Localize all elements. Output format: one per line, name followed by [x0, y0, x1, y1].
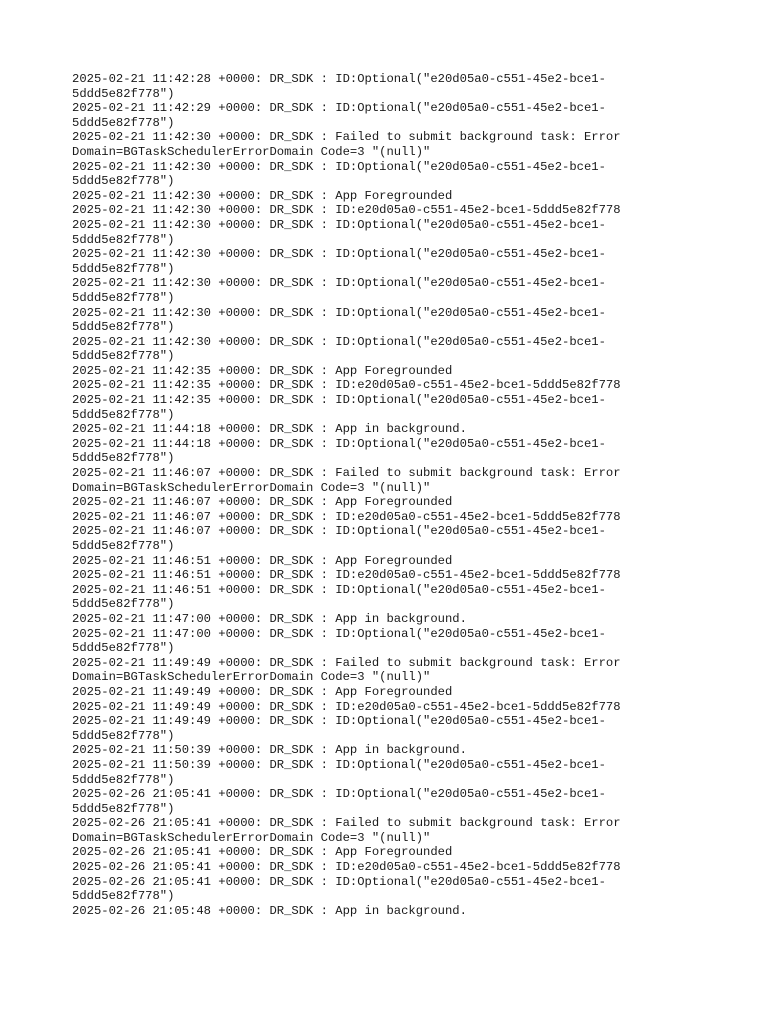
log-line: 2025-02-21 11:42:28 +0000: DR_SDK : ID:Optional("e20d05a0-c551-45e2-bce1- — [72, 72, 606, 86]
log-line: 2025-02-21 11:46:51 +0000: DR_SDK : ID:e20d05a0-c551-45e2-bce1-5ddd5e82f778 — [72, 568, 621, 583]
log-line: 2025-02-21 11:42:35 +0000: DR_SDK : ID:e20d05a0-c551-45e2-bce1-5ddd5e82f778 — [72, 378, 621, 393]
log-line: 2025-02-26 21:05:41 +0000: DR_SDK : ID:e20d05a0-c551-45e2-bce1-5ddd5e82f778 — [72, 860, 621, 875]
log-line: 2025-02-21 11:42:30 +0000: DR_SDK : ID:e20d05a0-c551-45e2-bce1-5ddd5e82f778 — [72, 203, 621, 218]
log-line: 2025-02-26 21:05:41 +0000: DR_SDK : App Foregrounded — [72, 845, 453, 860]
log-line: 5ddd5e82f778") — [72, 772, 175, 787]
log-line: Domain=BGTaskSchedulerErrorDomain Code=3 "(null)" — [72, 670, 431, 685]
log-line: 2025-02-21 11:46:07 +0000: DR_SDK : ID:e20d05a0-c551-45e2-bce1-5ddd5e82f778 — [72, 509, 621, 524]
log-line: 2025-02-21 11:49:49 +0000: DR_SDK : Failed to submit background task: Error — [72, 655, 621, 670]
log-line: 5ddd5e82f778") — [72, 115, 175, 130]
log-line: 5ddd5e82f778") — [72, 290, 175, 305]
log-line: 2025-02-21 11:46:07 +0000: DR_SDK : Failed to submit background task: Error — [72, 466, 621, 481]
log-line: 2025-02-21 11:46:07 +0000: DR_SDK : ID:Optional("e20d05a0-c551-45e2-bce1- — [72, 524, 606, 539]
log-line: 2025-02-21 11:42:30 +0000: DR_SDK : ID:Optional("e20d05a0-c551-45e2-bce1- — [72, 247, 606, 262]
log-line: 5ddd5e82f778") — [72, 728, 175, 743]
log-document — [72, 72, 672, 918]
log-line: 2025-02-21 11:49:49 +0000: DR_SDK : ID:e20d05a0-c551-45e2-bce1-5ddd5e82f778 — [72, 699, 621, 714]
log-line: 5ddd5e82f778") — [72, 232, 175, 247]
log-line: 5ddd5e82f778") — [72, 451, 175, 466]
log-line: 5ddd5e82f778") — [72, 174, 175, 189]
log-line: 2025-02-21 11:42:30 +0000: DR_SDK : ID:Optional("e20d05a0-c551-45e2-bce1- — [72, 159, 606, 174]
log-line: 2025-02-21 11:49:49 +0000: DR_SDK : ID:Optional("e20d05a0-c551-45e2-bce1- — [72, 714, 606, 729]
log-line: 5ddd5e82f778") — [72, 597, 175, 612]
log-line: 2025-02-21 11:42:29 +0000: DR_SDK : ID:Optional("e20d05a0-c551-45e2-bce1- — [72, 101, 606, 116]
log-line: 2025-02-21 11:42:30 +0000: DR_SDK : ID:Optional("e20d05a0-c551-45e2-bce1- — [72, 217, 606, 232]
log-line: 5ddd5e82f778") — [72, 349, 175, 364]
log-line: 2025-02-26 21:05:41 +0000: DR_SDK : ID:Optional("e20d05a0-c551-45e2-bce1- — [72, 874, 606, 889]
log-line: 2025-02-26 21:05:41 +0000: DR_SDK : ID:Optional("e20d05a0-c551-45e2-bce1- — [72, 787, 606, 802]
log-line: 2025-02-21 11:47:00 +0000: DR_SDK : ID:Optional("e20d05a0-c551-45e2-bce1- — [72, 626, 606, 641]
log-line: 2025-02-21 11:46:51 +0000: DR_SDK : ID:Optional("e20d05a0-c551-45e2-bce1- — [72, 582, 606, 597]
log-line: 5ddd5e82f778") — [72, 407, 175, 422]
log-line: 2025-02-21 11:47:00 +0000: DR_SDK : App in background. — [72, 611, 467, 626]
log-line: 2025-02-26 21:05:41 +0000: DR_SDK : Failed to submit background task: Error — [72, 816, 621, 831]
log-line: 5ddd5e82f778") — [72, 539, 175, 553]
log-line: Domain=BGTaskSchedulerErrorDomain Code=3 "(null)" — [72, 480, 431, 495]
log-line: 2025-02-21 11:42:35 +0000: DR_SDK : ID:Optional("e20d05a0-c551-45e2-bce1- — [72, 393, 606, 408]
log-line: 2025-02-21 11:42:35 +0000: DR_SDK : App Foregrounded — [72, 363, 453, 378]
log-line: Domain=BGTaskSchedulerErrorDomain Code=3 "(null)" — [72, 830, 431, 845]
log-line: 2025-02-21 11:50:39 +0000: DR_SDK : App in background. — [72, 743, 467, 758]
log-line: 5ddd5e82f778") — [72, 889, 175, 904]
log-line: Domain=BGTaskSchedulerErrorDomain Code=3 "(null)" — [72, 144, 431, 159]
log-line: 2025-02-21 11:46:51 +0000: DR_SDK : App Foregrounded — [72, 553, 453, 568]
log-line: 2025-02-21 11:42:30 +0000: DR_SDK : App Foregrounded — [72, 188, 453, 203]
log-line: 5ddd5e82f778") — [72, 320, 175, 335]
log-line: 5ddd5e82f778") — [72, 801, 175, 816]
log-line: 2025-02-21 11:42:30 +0000: DR_SDK : ID:Optional("e20d05a0-c551-45e2-bce1- — [72, 276, 606, 291]
log-line: 2025-02-21 11:42:30 +0000: DR_SDK : ID:Optional("e20d05a0-c551-45e2-bce1- — [72, 334, 606, 349]
log-line: 5ddd5e82f778") — [72, 641, 175, 656]
log-line: 2025-02-21 11:44:18 +0000: DR_SDK : ID:Optional("e20d05a0-c551-45e2-bce1- — [72, 436, 606, 451]
log-line: 2025-02-26 21:05:48 +0000: DR_SDK : App in background. — [72, 903, 467, 918]
log-line: 2025-02-21 11:50:39 +0000: DR_SDK : ID:Optional("e20d05a0-c551-45e2-bce1- — [72, 757, 606, 772]
log-line: 2025-02-21 11:44:18 +0000: DR_SDK : App in background. — [72, 422, 467, 437]
log-line: 2025-02-21 11:46:07 +0000: DR_SDK : App Foregrounded — [72, 495, 453, 510]
log-line: 5ddd5e82f778") — [72, 261, 175, 276]
log-line: 2025-02-21 11:49:49 +0000: DR_SDK : App Foregrounded — [72, 684, 453, 699]
log-line: 2025-02-21 11:42:30 +0000: DR_SDK : Failed to submit background task: Error — [72, 130, 621, 145]
log-line: 5ddd5e82f778") — [72, 86, 175, 101]
log-line: 2025-02-21 11:42:30 +0000: DR_SDK : ID:Optional("e20d05a0-c551-45e2-bce1- — [72, 305, 606, 320]
